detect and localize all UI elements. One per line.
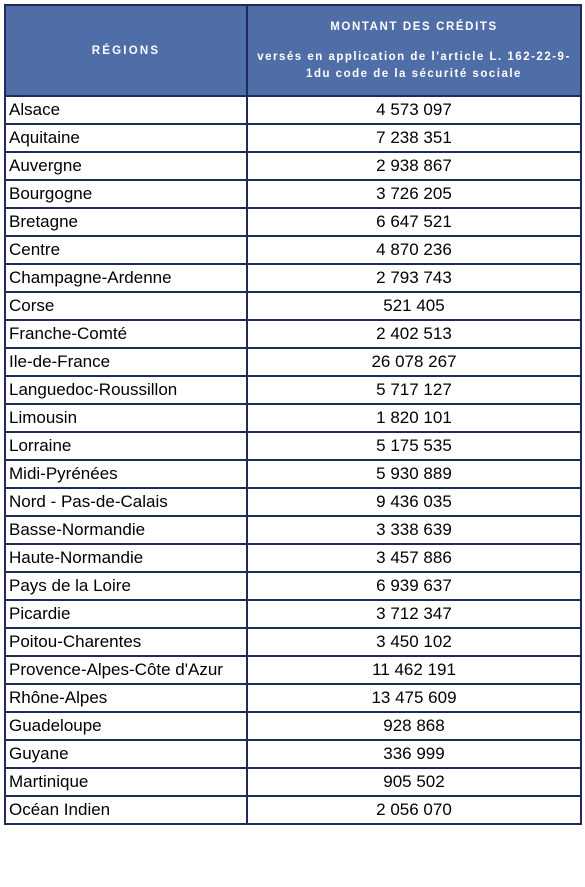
- amount-cell: 2 056 070: [247, 796, 581, 824]
- amount-cell: 3 712 347: [247, 600, 581, 628]
- table-row: [5, 208, 581, 236]
- amount-cell: 3 726 205: [247, 180, 581, 208]
- region-cell: Haute-Normandie: [5, 544, 247, 572]
- table-row: [5, 488, 581, 516]
- amount-cell: 5 175 535: [247, 432, 581, 460]
- region-cell: Centre: [5, 236, 247, 264]
- table-row: [5, 404, 581, 432]
- table-row: [5, 292, 581, 320]
- table-row: [5, 572, 581, 600]
- region-cell: Guadeloupe: [5, 712, 247, 740]
- region-cell: Ile-de-France: [5, 348, 247, 376]
- region-cell: Guyane: [5, 740, 247, 768]
- table-row: [5, 348, 581, 376]
- amount-cell: 6 647 521: [247, 208, 581, 236]
- region-cell: Auvergne: [5, 152, 247, 180]
- table-row: [5, 796, 581, 824]
- table-row: [5, 236, 581, 264]
- amount-cell: 6 939 637: [247, 572, 581, 600]
- table-row: [5, 628, 581, 656]
- region-cell: Rhône-Alpes: [5, 684, 247, 712]
- amount-cell: 4 573 097: [247, 96, 581, 124]
- region-cell: Provence-Alpes-Côte d'Azur: [5, 656, 247, 684]
- credits-table: [4, 4, 582, 825]
- region-cell: Alsace: [5, 96, 247, 124]
- region-cell: Aquitaine: [5, 124, 247, 152]
- region-cell: Martinique: [5, 768, 247, 796]
- table-row: [5, 712, 581, 740]
- table-row: [5, 320, 581, 348]
- amount-cell: 905 502: [247, 768, 581, 796]
- amount-cell: 11 462 191: [247, 656, 581, 684]
- amount-column-header: [247, 5, 581, 96]
- table-row: [5, 516, 581, 544]
- region-cell: Bretagne: [5, 208, 247, 236]
- table-row: [5, 740, 581, 768]
- table-row: [5, 432, 581, 460]
- table-row: [5, 768, 581, 796]
- credits-table-container: [4, 4, 582, 825]
- region-cell: Limousin: [5, 404, 247, 432]
- table-row: [5, 152, 581, 180]
- amount-header-title: MONTANT DES CRÉDITS: [330, 20, 498, 33]
- amount-header-subtitle: versés en application de l'article L. 162-22-9-1du code de la sécurité sociale: [257, 50, 571, 80]
- table-row: [5, 180, 581, 208]
- region-cell: Basse-Normandie: [5, 516, 247, 544]
- table-row: [5, 376, 581, 404]
- table-body: [5, 96, 581, 824]
- amount-cell: 26 078 267: [247, 348, 581, 376]
- amount-cell: 4 870 236: [247, 236, 581, 264]
- amount-cell: 2 793 743: [247, 264, 581, 292]
- table-row: [5, 600, 581, 628]
- header-row: [5, 5, 581, 96]
- region-cell: Poitou-Charentes: [5, 628, 247, 656]
- table-row: [5, 684, 581, 712]
- region-cell: Picardie: [5, 600, 247, 628]
- amount-cell: 3 457 886: [247, 544, 581, 572]
- table-row: [5, 460, 581, 488]
- amount-cell: 1 820 101: [247, 404, 581, 432]
- amount-cell: 521 405: [247, 292, 581, 320]
- table-row: [5, 96, 581, 124]
- region-cell: Pays de la Loire: [5, 572, 247, 600]
- amount-cell: 2 402 513: [247, 320, 581, 348]
- region-cell: Franche-Comté: [5, 320, 247, 348]
- amount-cell: 3 450 102: [247, 628, 581, 656]
- amount-cell: 13 475 609: [247, 684, 581, 712]
- amount-cell: 7 238 351: [247, 124, 581, 152]
- region-cell: Languedoc-Roussillon: [5, 376, 247, 404]
- region-cell: Nord - Pas-de-Calais: [5, 488, 247, 516]
- table-row: [5, 124, 581, 152]
- table-header: [5, 5, 581, 96]
- region-cell: Bourgogne: [5, 180, 247, 208]
- table-row: [5, 656, 581, 684]
- region-cell: Corse: [5, 292, 247, 320]
- amount-cell: 2 938 867: [247, 152, 581, 180]
- amount-cell: 3 338 639: [247, 516, 581, 544]
- region-cell: Champagne-Ardenne: [5, 264, 247, 292]
- region-cell: Midi-Pyrénées: [5, 460, 247, 488]
- region-cell: Océan Indien: [5, 796, 247, 824]
- amount-cell: 336 999: [247, 740, 581, 768]
- amount-cell: 5 717 127: [247, 376, 581, 404]
- table-row: [5, 264, 581, 292]
- region-cell: Lorraine: [5, 432, 247, 460]
- regions-column-header: RÉGIONS: [5, 5, 247, 96]
- amount-cell: 5 930 889: [247, 460, 581, 488]
- amount-cell: 9 436 035: [247, 488, 581, 516]
- amount-cell: 928 868: [247, 712, 581, 740]
- table-row: [5, 544, 581, 572]
